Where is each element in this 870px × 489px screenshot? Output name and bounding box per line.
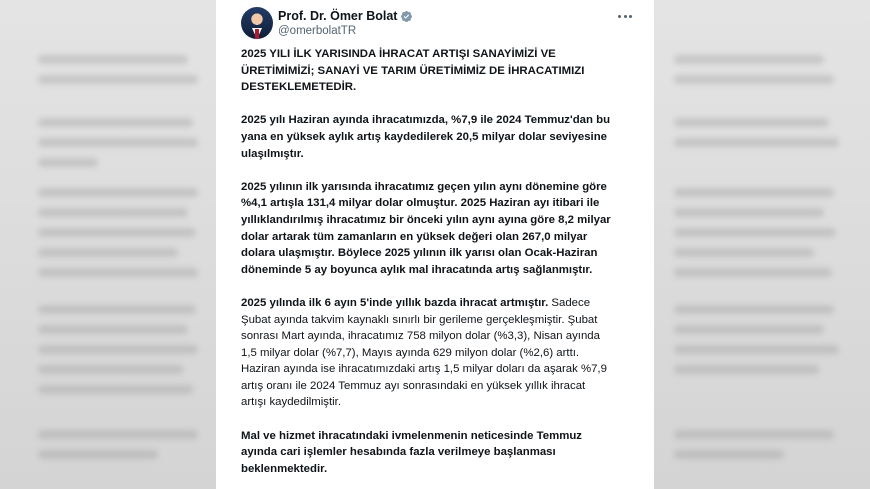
text-line: Haziran ayında ise ihracatımızdaki artış 1,5 milyar doları da aşarak %7,9 (241, 363, 607, 376)
author-handle[interactable]: @omerbolatTR (278, 25, 357, 37)
tweet-text (241, 46, 641, 489)
text-line: sonrası Mart ayında, ihracatımız 758 milyon dolar (%3,3), Nisan ayında (241, 330, 600, 343)
text-line: döneminde 5 ay boyunca aylık mal ihracatında artış sağlanmıştır. (241, 263, 593, 276)
text-line: %4,1 artışla 131,4 milyar dolar olmuştur. 2025 Haziran ayı itibari ile (241, 197, 600, 210)
text-line: ÜRETİMİMİZİ; SANAYİ VE TARIM ÜRETİMİMİZ DE İHRACATIMIZI (241, 64, 585, 77)
text-line (241, 295, 641, 312)
blurred-background-right (654, 0, 870, 489)
tweet-header (216, 0, 654, 44)
text-line: dolara ulaşmıştır. Böylece 2025 yılının ilk yarısı olan Ocak-Haziran (241, 247, 598, 260)
text-line: 1,5 milyar dolar (%7,7), Mayıs ayında 629 milyon dolar (%2,6) arttı. (241, 346, 580, 359)
bold-sentence: 2025 yılında ilk 6 ayın 5'inde yıllık bazda ihracat artmıştır. (241, 296, 549, 309)
text-line: Şubat ayında takvim kaynaklı sınırlı bir gerileme gerçekleşmiştir. Şubat (241, 313, 598, 326)
paragraph-first-half (241, 179, 641, 279)
text-line: yıllıklandırılmış ihracatımız bir önceki yılın aynı ayına göre 8,2 milyar (241, 213, 611, 226)
text-line: DESTEKLEMETEDİR. (241, 81, 357, 94)
text-line: ulaşılmıştır. (241, 147, 304, 160)
author-name-row (278, 8, 413, 24)
paragraph-monthly-growth (241, 295, 641, 411)
text-line: artışı kaydedilmiştir. (241, 396, 342, 409)
paragraph-june-exports (241, 112, 641, 162)
text-line: 2025 YILI İLK YARISINDA İHRACAT ARTIŞI SANAYİMİZİ VE (241, 48, 556, 60)
tweet-card (216, 0, 654, 489)
text-line: artış oranı ile 2024 Temmuz ayı sonrasındaki en yüksek yıllık ihracat (241, 379, 586, 392)
avatar[interactable] (241, 7, 273, 39)
regular-sentence: Sadece (548, 296, 591, 309)
tweet-heading (241, 46, 641, 96)
author-display-name[interactable]: Prof. Dr. Ömer Bolat (278, 9, 398, 23)
blurred-background-left (0, 0, 216, 489)
text-line: 2025 yılının ilk yarısında ihracatımız geçen yılın aynı dönemine göre (241, 180, 607, 193)
text-line: 2025 yılı Haziran ayında ihracatımızda, %7,9 ile 2024 Temmuz'dan bu (241, 114, 611, 127)
more-options-icon[interactable] (614, 7, 636, 25)
text-line: Mal ve hizmet ihracatındaki ivmelenmenin neticesinde Temmuz (241, 429, 582, 442)
text-line: dolar artarak tüm zamanların en yüksek değeri olan 267,0 milyar (241, 230, 588, 243)
text-line: yana en yüksek aylık artış kaydedilerek 20,5 milyar dolar seviyesine (241, 130, 607, 143)
paragraph-current-account (241, 428, 641, 478)
verified-badge-icon (400, 10, 413, 23)
text-line: beklenmektedir. (241, 462, 328, 475)
text-line: ayında cari işlemler hesabında fazla verilmeye başlanması (241, 446, 556, 459)
